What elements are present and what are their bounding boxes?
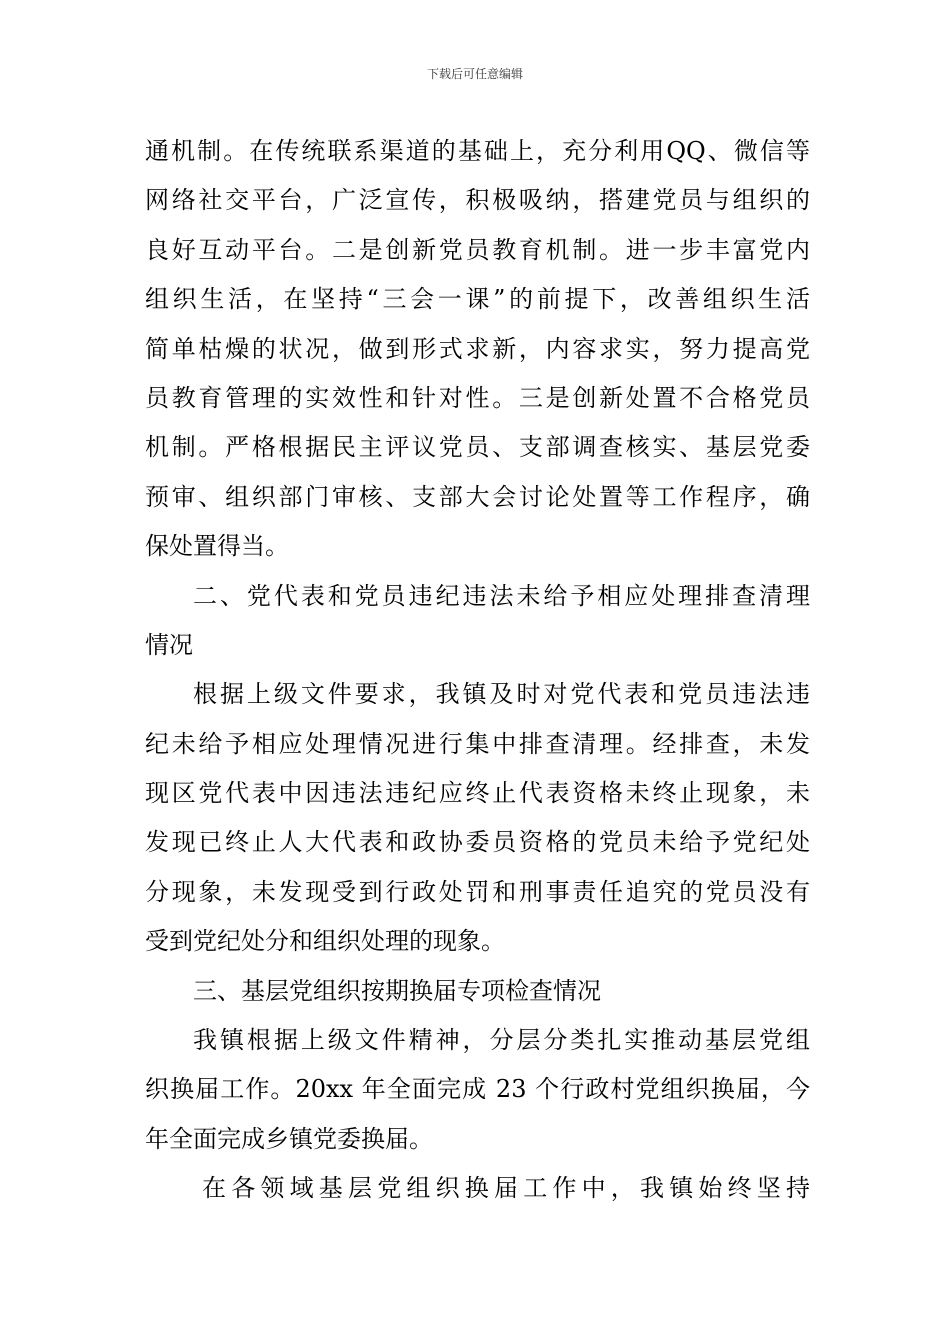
text-line: 保处置得当。 — [145, 532, 289, 561]
text-line: 组织生活，在坚持“三会一课”的前提下，改善组织生活 — [145, 285, 810, 314]
section-heading-2-cont: 情况 — [145, 630, 193, 659]
text-line: 年全面完成乡镇党委换届。 — [145, 1124, 433, 1153]
text-line: 纪未给予相应处理情况进行集中排查清理。经排查，未发 — [145, 729, 810, 758]
text-line: 预审、组织部门审核、支部大会讨论处置等工作程序，确 — [145, 482, 810, 511]
text-line: 在各领域基层党组织换届工作中，我镇始终坚持 — [202, 1174, 810, 1203]
text-line: 分现象，未发现受到行政处罚和刑事责任追究的党员没有 — [145, 877, 810, 906]
section-heading-2: 二、党代表和党员违纪违法未给予相应处理排查清理 — [193, 581, 810, 610]
text-line: 通机制。在传统联系渠道的基础上，充分利用QQ、微信等 — [145, 137, 810, 165]
text-line: 受到党纪处分和组织处理的现象。 — [145, 927, 505, 956]
page-header: 下载后可任意编辑 — [426, 67, 523, 81]
section-heading-3: 三、基层党组织按期换届专项检查情况 — [193, 976, 601, 1005]
text-line: 员教育管理的实效性和针对性。三是创新处置不合格党员 — [145, 383, 810, 412]
body-text — [145, 127, 810, 1214]
text-line: 简单枯燥的状况，做到形式求新，内容求实，努力提高党 — [145, 334, 810, 363]
text-line: 机制。严格根据民主评议党员、支部调查核实、基层党委 — [145, 433, 810, 462]
text-line: 现区党代表中因违法违纪应终止代表资格未终止现象，未 — [145, 779, 810, 808]
text-line: 根据上级文件要求，我镇及时对党代表和党员违法违 — [193, 680, 810, 709]
text-line: 发现已终止人大代表和政协委员资格的党员未给予党纪处 — [145, 828, 810, 857]
text-line: 良好互动平台。二是创新党员教育机制。进一步丰富党内 — [145, 235, 810, 264]
text-line: 我镇根据上级文件精神，分层分类扎实推动基层党组 — [193, 1026, 810, 1055]
text-line: 网络社交平台，广泛宣传，积极吸纳，搭建党员与组织的 — [145, 186, 810, 215]
text-line: 织换届工作。20xx 年全面完成 23 个行政村党组织换届，今 — [145, 1075, 810, 1104]
